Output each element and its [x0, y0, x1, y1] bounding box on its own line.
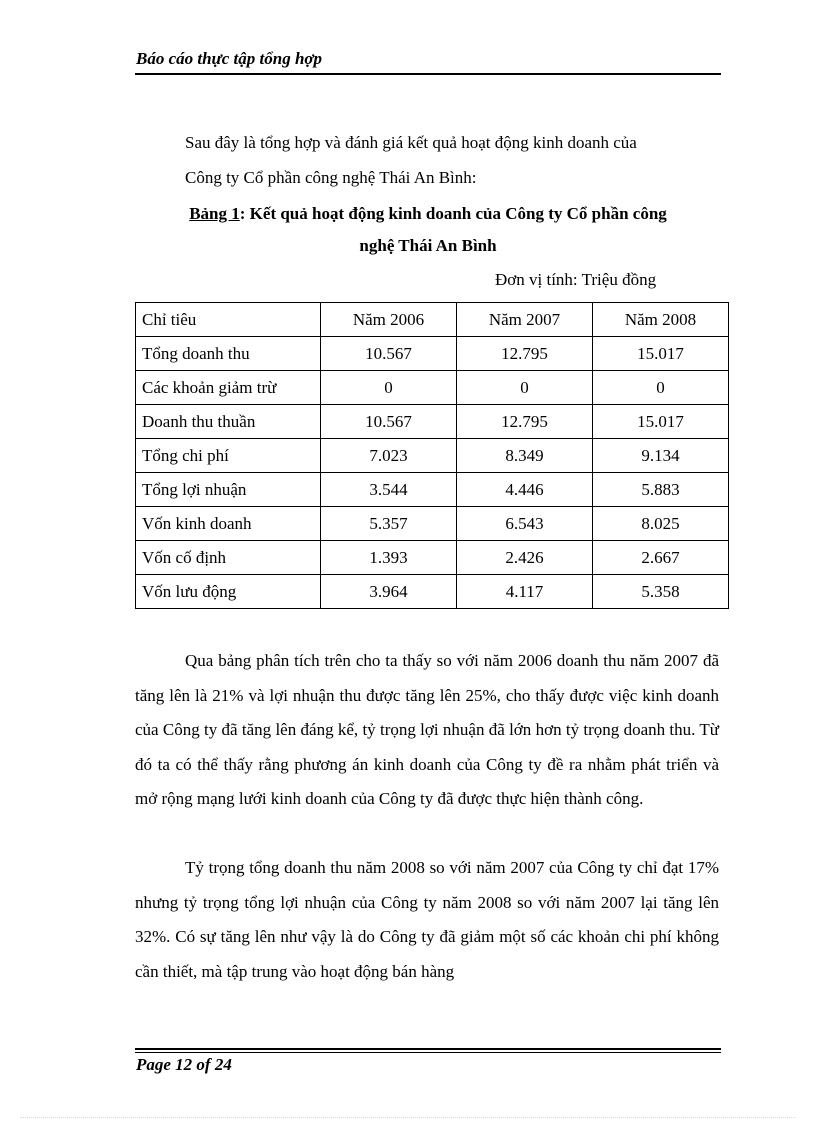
table-cell: Doanh thu thuần: [136, 405, 321, 439]
table-cell: 10.567: [321, 405, 457, 439]
table-row: [136, 473, 729, 507]
analysis-paragraph-1: Qua bảng phân tích trên cho ta thấy so với năm 2006 doanh thu năm 2007 đã tăng lên là 21% và lợi nhuận thu được tăng lên 25%, cho thấy được việc kinh doanh của Công ty đã tăng lên đáng kể, tỷ trọng lợi nhuận đã lớn hơn tỷ trọng doanh thu. Từ đó ta có thể thấy rằng phương án kinh doanh của Công ty đề ra nhằm phát triển và mở rộng mạng lưới kinh doanh của Công ty đã được thực hiện thành công.: [135, 651, 719, 808]
table-cell: 5.883: [593, 473, 729, 507]
page-edge-divider: [20, 1117, 796, 1118]
table-cell: 12.795: [457, 405, 593, 439]
results-table: [135, 302, 729, 609]
analysis-paragraph-2: Tỷ trọng tổng doanh thu năm 2008 so với năm 2007 của Công ty chỉ đạt 17% nhưng tỷ trọng tổng lợi nhuận của Công ty năm 2008 so với năm 2007 lại tăng lên 32%. Có sự tăng lên như vậy là do Công ty đã giảm một số các khoản chi phí không cần thiết, mà tập trung vào hoạt động bán hàng: [135, 858, 719, 981]
header-cell: Chỉ tiêu: [136, 303, 321, 337]
table-cell: 15.017: [593, 405, 729, 439]
table-cell: 2.667: [593, 541, 729, 575]
table-caption: [135, 198, 721, 262]
table-cell: 2.426: [457, 541, 593, 575]
table-cell: 4.117: [457, 575, 593, 609]
table-cell: 0: [593, 371, 729, 405]
table-row: [136, 439, 729, 473]
table-cell: 4.446: [457, 473, 593, 507]
table-cell: 5.358: [593, 575, 729, 609]
footer-rule: [135, 1048, 721, 1050]
table-cell: Tổng doanh thu: [136, 337, 321, 371]
intro-line-2: Công ty Cổ phần công nghệ Thái An Bình:: [185, 168, 477, 187]
table-caption-line-2: nghệ Thái An Bình: [359, 236, 497, 255]
intro-line-1: Sau đây là tổng hợp và đánh giá kết quả hoạt động kinh doanh của: [185, 133, 637, 152]
table-cell: 0: [457, 371, 593, 405]
header-title: Báo cáo thực tập tổng hợp: [136, 49, 323, 68]
header-cell: Năm 2008: [593, 303, 729, 337]
table-cell: 5.357: [321, 507, 457, 541]
table-cell: Tổng lợi nhuận: [136, 473, 321, 507]
table-cell: 3.544: [321, 473, 457, 507]
header-cell: Năm 2006: [321, 303, 457, 337]
table-cell: 8.025: [593, 507, 729, 541]
table-cell: Các khoản giảm trừ: [136, 371, 321, 405]
table-cell: 1.393: [321, 541, 457, 575]
table-row: [136, 337, 729, 371]
table-cell: 15.017: [593, 337, 729, 371]
header-cell: Năm 2007: [457, 303, 593, 337]
table-row: [136, 575, 729, 609]
table-cell: Vốn cố định: [136, 541, 321, 575]
table-row: [136, 507, 729, 541]
table-cell: 9.134: [593, 439, 729, 473]
table-cell: 10.567: [321, 337, 457, 371]
table-caption-line-1: [135, 198, 721, 230]
table-cell: 12.795: [457, 337, 593, 371]
table-caption-text: : Kết quả hoạt động kinh doanh của Công ty Cổ phần công: [239, 204, 667, 223]
table-row: [136, 405, 729, 439]
table-cell: 6.543: [457, 507, 593, 541]
table-row: [136, 541, 729, 575]
table-cell: 7.023: [321, 439, 457, 473]
footer-rule: [135, 1052, 721, 1053]
table-cell: 3.964: [321, 575, 457, 609]
page-header: [135, 49, 721, 75]
table-cell: Vốn kinh doanh: [136, 507, 321, 541]
page-number: Page 12 of 24: [136, 1055, 232, 1074]
table-cell: 0: [321, 371, 457, 405]
unit-label: Đơn vị tính: Triệu đồng: [495, 270, 657, 289]
table-cell: Tổng chi phí: [136, 439, 321, 473]
table-cell: 8.349: [457, 439, 593, 473]
table-header-row: [136, 303, 729, 337]
table-row: [136, 371, 729, 405]
table-cell: Vốn lưu động: [136, 575, 321, 609]
page-footer: [135, 1048, 721, 1074]
table-caption-label: Bảng 1: [189, 204, 240, 223]
